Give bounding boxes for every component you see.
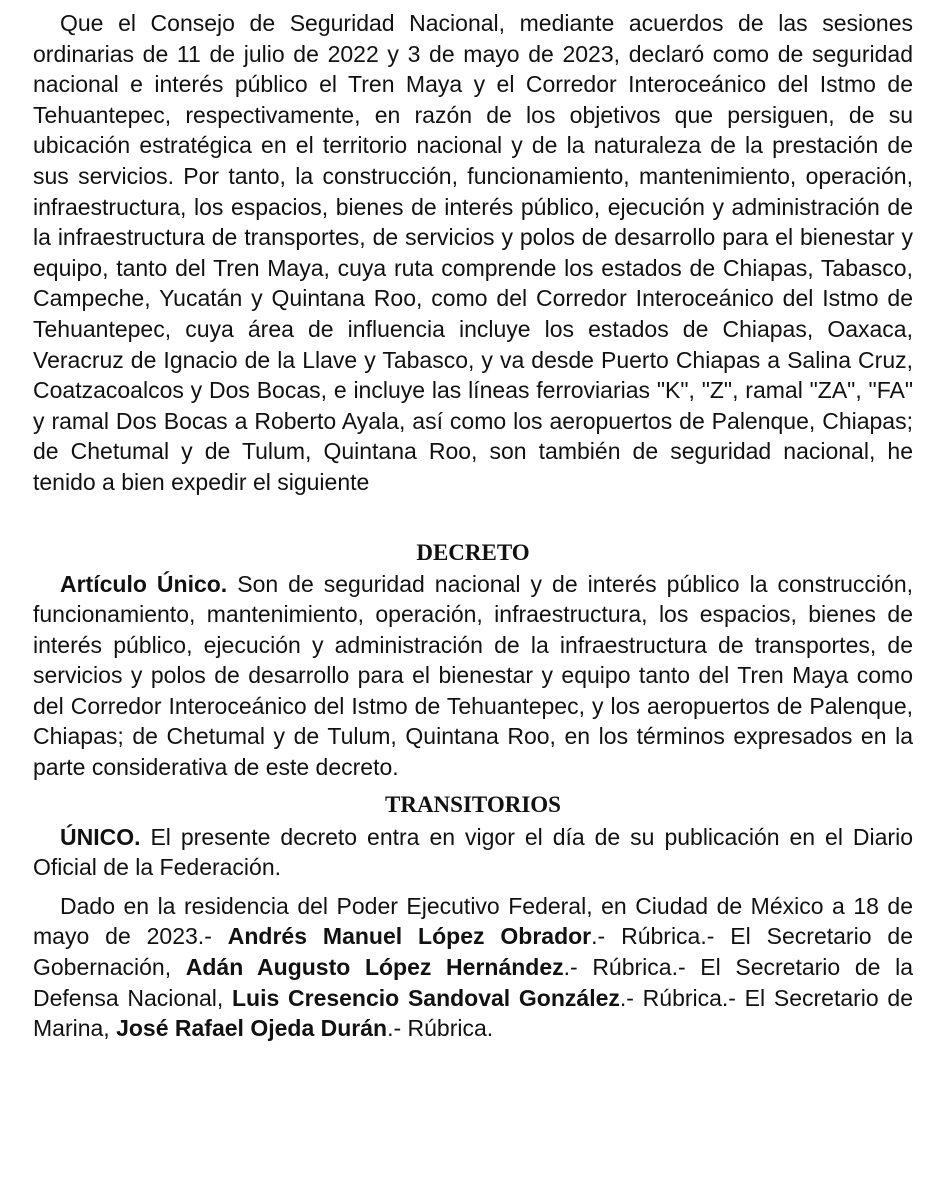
transitorio-unico-label: ÚNICO. xyxy=(60,823,141,850)
articulo-unico-paragraph xyxy=(33,569,913,783)
dado-text-4: .- Rúbrica.- El Secretario de Marina, xyxy=(33,984,913,1042)
signatory-marina: José Rafael Ojeda Durán xyxy=(116,1015,388,1042)
dado-paragraph xyxy=(33,891,913,1044)
transitorio-unico-text: El presente decreto entra en vigor el día de su publicación en el Diario Oficial de la Federación. xyxy=(33,823,913,881)
dado-text-1: Dado en la residencia del Poder Ejecutivo Federal, en Ciudad de México a 18 de mayo de 2023.- xyxy=(33,892,913,950)
dado-text-5: .- Rúbrica. xyxy=(387,1015,494,1042)
articulo-unico-label: Artículo Único. xyxy=(60,570,228,597)
articulo-unico-text: Son de seguridad nacional y de interés público la construcción, funcionamiento, mantenimiento, operación, infraestructura, los espacios, bienes de interés público, ejecución y administración de la infraestructura de transportes, de servicios y polos de desarrollo para el bienestar y equipo tanto del Tren Maya como del Corredor Interoceánico del Istmo de Tehuantepec, y los aeropuertos de Palenque, Chiapas; de Chetumal y de Tulum, Quintana Roo, en los términos expresados en la parte considerativa de este decreto. xyxy=(33,570,914,781)
transitorio-unico-paragraph xyxy=(33,822,913,883)
decreto-heading: DECRETO xyxy=(416,539,530,565)
signatory-defensa: Luis Cresencio Sandoval González xyxy=(232,984,620,1011)
transitorios-heading: TRANSITORIOS xyxy=(385,791,561,817)
dado-text-3: .- Rúbrica.- El Secretario de la Defensa Nacional, xyxy=(33,954,913,1011)
dado-text-2: .- Rúbrica.- El Secretario de Gobernación, xyxy=(33,923,913,981)
considerando-paragraph: Que el Consejo de Seguridad Nacional, mediante acuerdos de las sesiones ordinarias de 11 de julio de 2022 y 3 de mayo de 2023, declaró como de seguridad nacional e interés público el Tren Maya y el Corredor Interoceánico del Istmo de Tehuantepec, respectivamente, en razón de los objetivos que persiguen, de su ubicación estratégica en el territorio nacional y de la naturaleza de la prestación de sus servicios. Por tanto, la construcción, funcionamiento, mantenimiento, operación, infraestructura, los espacios, bienes de interés público, ejecución y administración de la infraestructura de transportes, de servicios y polos de desarrollo para el bienestar y equipo, tanto del Tren Maya, cuya ruta comprende los estados de Chiapas, Tabasco, Campeche, Yucatán y Quintana Roo, como del Corredor Interoceánico del Istmo de Tehuantepec, cuya área de influencia incluye los estados de Chiapas, Oaxaca, Veracruz de Ignacio de la Llave y Tabasco, y va desde Puerto Chiapas a Salina Cruz, Coatzacoalcos y Dos Bocas, e incluye las líneas ferroviarias "K", "Z", ramal "ZA", "FA" y ramal Dos Bocas a Roberto Ayala, así como los aeropuertos de Palenque, Chiapas; de Chetumal y de Tulum, Quintana Roo, son también de seguridad nacional, he tenido a bien expedir el siguiente xyxy=(33,10,913,495)
signatory-gobernacion: Adán Augusto López Hernández xyxy=(185,954,564,981)
signatory-president: Andrés Manuel López Obrador xyxy=(227,923,592,950)
